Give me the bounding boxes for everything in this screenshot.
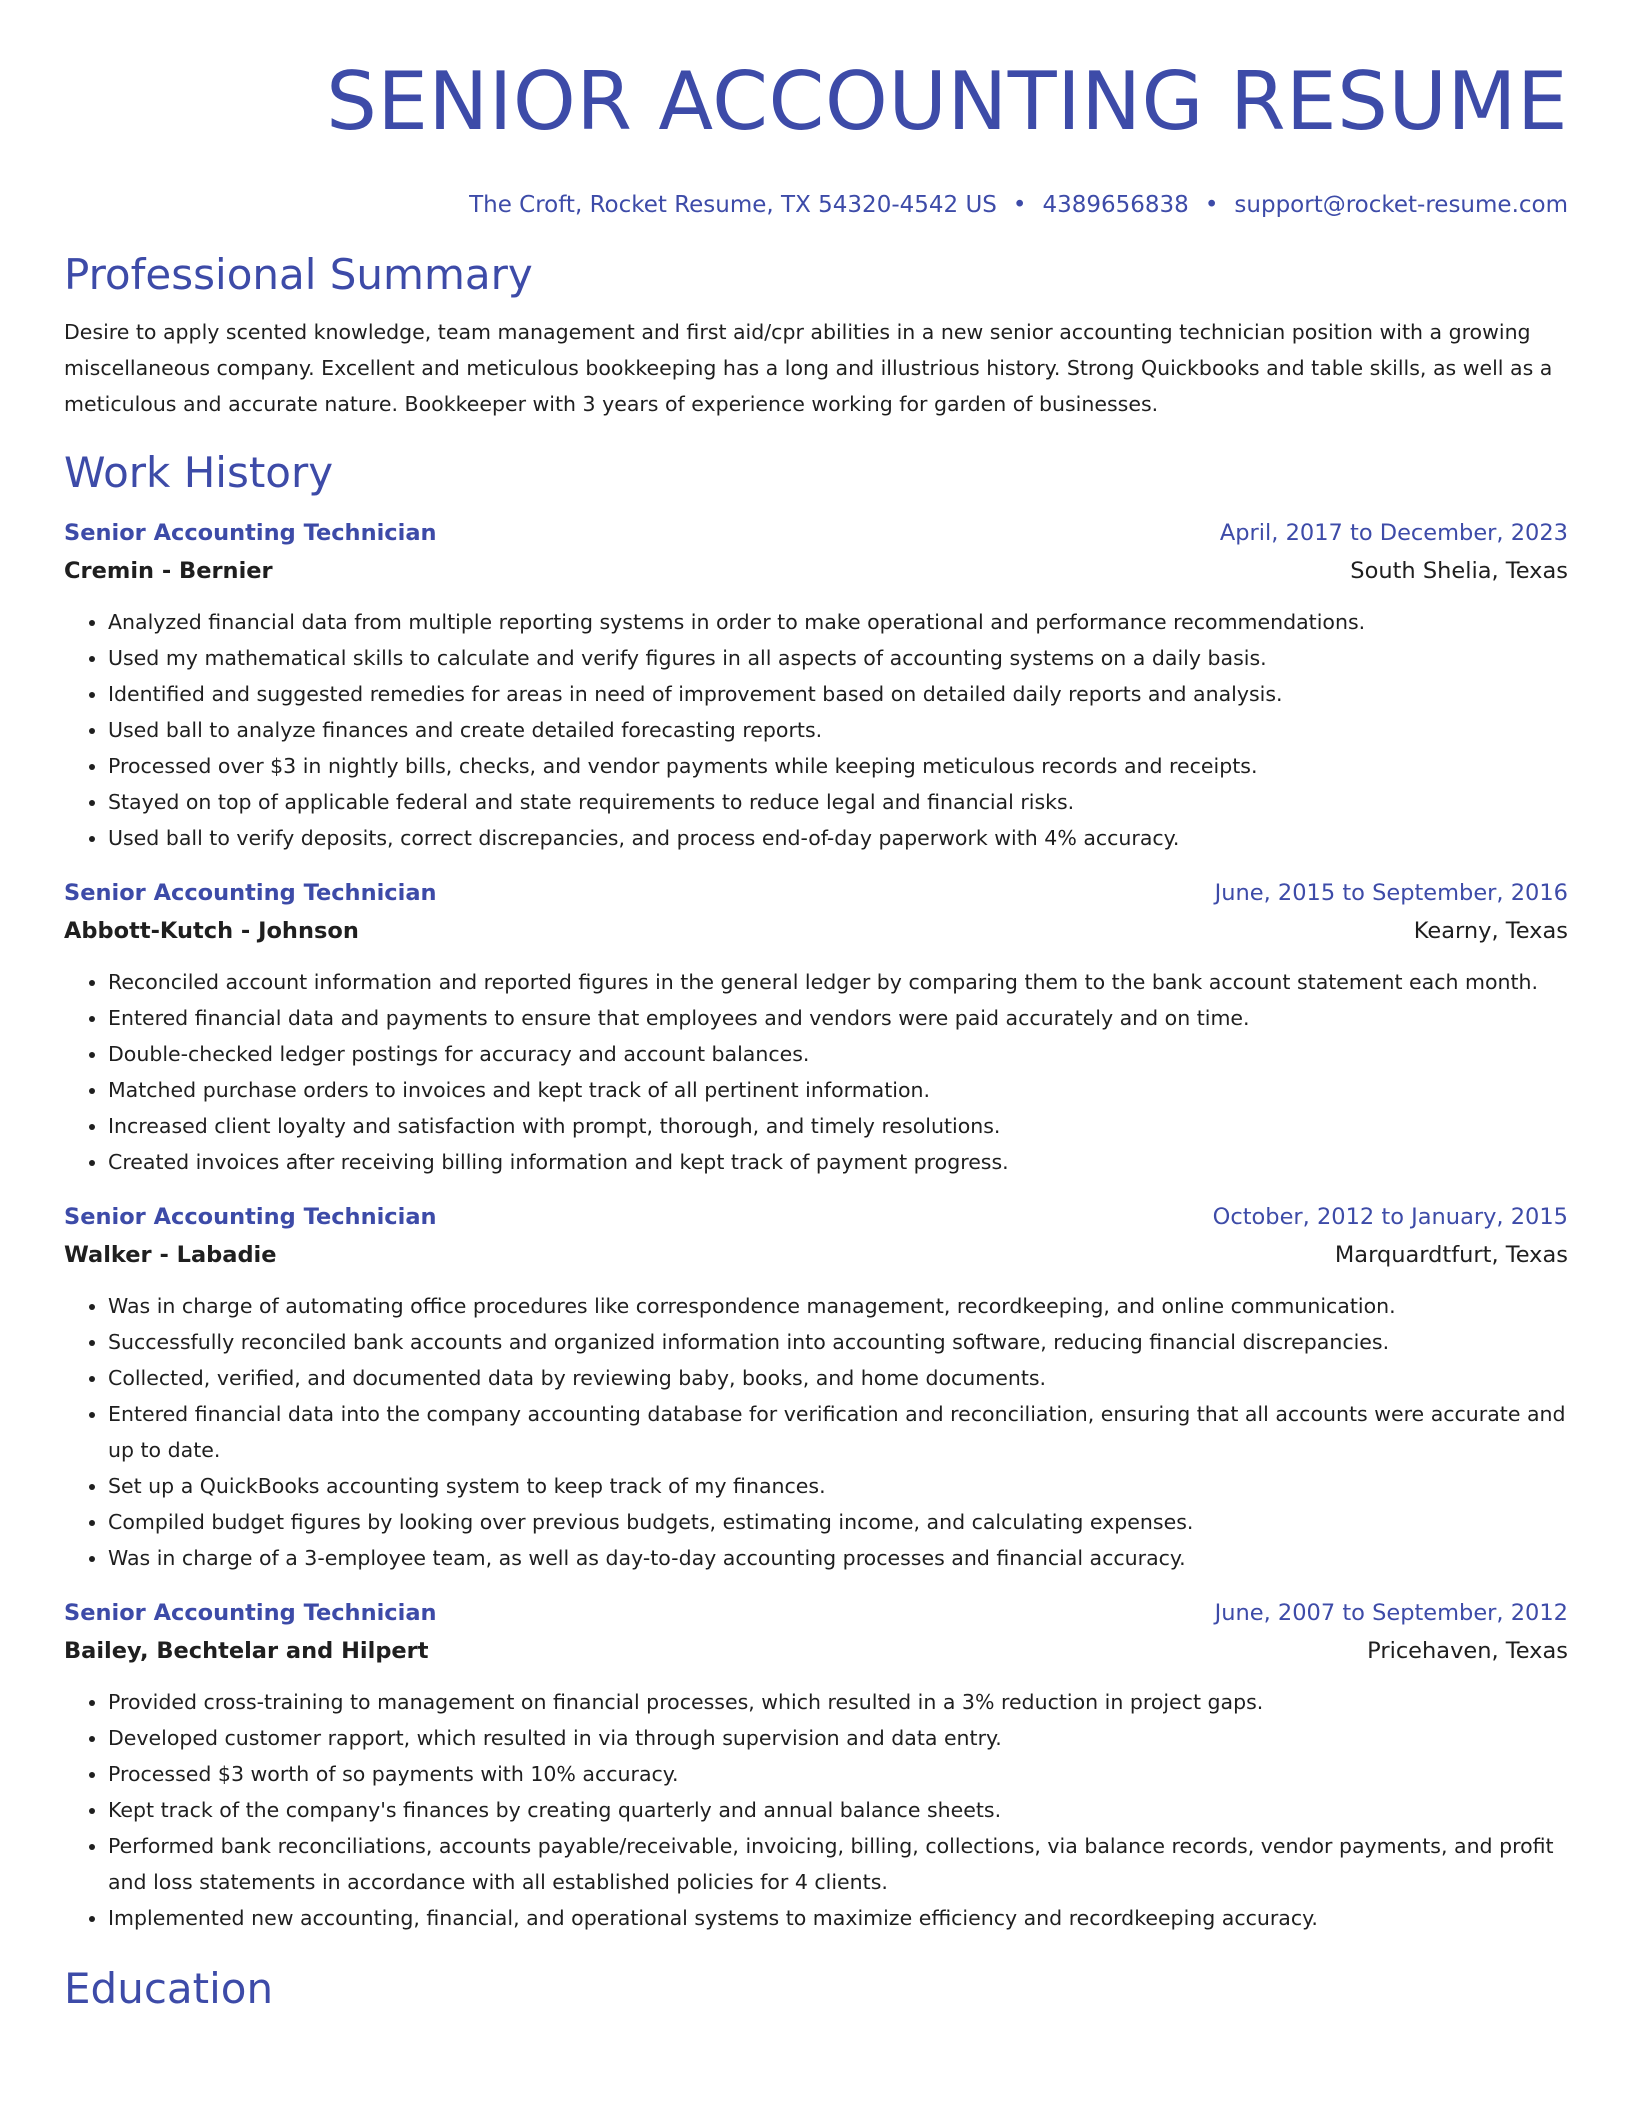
job-dates: June, 2007 to September, 2012: [1214, 1600, 1568, 1626]
responsibility-item: • Identified and suggested remedies for areas in need of improvement based on detailed daily reports and analysis.: [108, 676, 1568, 712]
responsibility-item: • Provided cross-training to management on financial processes, which resulted in a 3% reduction in project gaps.: [108, 1684, 1568, 1720]
responsibility-item: • Reconciled account information and reported figures in the general ledger by comparing them to the bank account statement each month.: [108, 964, 1568, 1000]
job-title-row: [64, 874, 1568, 912]
job-entry: [64, 874, 1568, 1180]
section-heading-education: Education: [64, 1964, 274, 2013]
responsibility-item: • Used my mathematical skills to calculate and verify figures in all aspects of accounting systems on a daily basis.: [108, 640, 1568, 676]
professional-summary-section: [64, 248, 1568, 422]
job-responsibilities: [64, 1684, 1568, 1936]
job-entry: [64, 1198, 1568, 1576]
responsibility-item: • Kept track of the company's finances by creating quarterly and annual balance sheets.: [108, 1792, 1568, 1828]
responsibility-item: • Processed $3 worth of so payments with 10% accuracy.: [108, 1756, 1568, 1792]
job-dates: April, 2017 to December, 2023: [1219, 520, 1568, 546]
job-title: Senior Accounting Technician: [64, 1204, 437, 1230]
job-company: Cremin - Bernier: [64, 558, 273, 584]
contact-line: [64, 190, 1568, 220]
work-history-section: [64, 446, 1568, 1936]
job-company: Walker - Labadie: [64, 1242, 277, 1268]
job-company-row: [64, 1236, 1568, 1274]
responsibility-item: • Matched purchase orders to invoices and kept track of all pertinent information.: [108, 1072, 1568, 1108]
job-dates: October, 2012 to January, 2015: [1212, 1204, 1568, 1230]
job-title-row: [64, 514, 1568, 552]
job-responsibilities: [64, 604, 1568, 856]
responsibility-item: • Was in charge of a 3-employee team, as well as day-to-day accounting processes and financial accuracy.: [108, 1540, 1568, 1576]
responsibility-item: • Implemented new accounting, financial, and operational systems to maximize efficiency and recordkeeping accuracy.: [108, 1900, 1568, 1936]
job-dates: June, 2015 to September, 2016: [1214, 880, 1568, 906]
contact-address: The Croft, Rocket Resume, TX 54320-4542 US: [469, 192, 997, 218]
job-title: Senior Accounting Technician: [64, 880, 437, 906]
education-section: [64, 1962, 1568, 2016]
job-location: Kearny, Texas: [1413, 918, 1568, 944]
job-responsibilities: [64, 1288, 1568, 1576]
job-title: Senior Accounting Technician: [64, 1600, 437, 1626]
resume-title: SENIOR ACCOUNTING RESUME: [326, 55, 1568, 148]
responsibility-item: • Created invoices after receiving billing information and kept track of payment progress.: [108, 1144, 1568, 1180]
responsibility-item: • Successfully reconciled bank accounts and organized information into accounting software, reducing financial discrepancies.: [108, 1324, 1568, 1360]
job-entry: [64, 514, 1568, 856]
resume-header: [64, 0, 1568, 220]
job-company-row: [64, 1632, 1568, 1670]
job-location: Marquardtfurt, Texas: [1334, 1242, 1568, 1268]
contact-email[interactable]: support@rocket-resume.com: [1234, 192, 1568, 218]
responsibility-item: • Double-checked ledger postings for accuracy and account balances.: [108, 1036, 1568, 1072]
responsibility-item: • Performed bank reconciliations, accounts payable/receivable, invoicing, billing, collections, via balance records, vendor payments, and profit and loss statements in accordance with all established policies for 4 clients.: [108, 1828, 1568, 1900]
responsibility-item: • Processed over $3 in nightly bills, checks, and vendor payments while keeping meticulous records and receipts.: [108, 748, 1568, 784]
responsibility-item: • Stayed on top of applicable federal and state requirements to reduce legal and financial risks.: [108, 784, 1568, 820]
job-company: Abbott-Kutch - Johnson: [64, 918, 359, 944]
job-responsibilities: [64, 964, 1568, 1180]
responsibility-item: • Analyzed financial data from multiple reporting systems in order to make operational and performance recommendations.: [108, 604, 1568, 640]
contact-phone: 4389656838: [1042, 192, 1189, 218]
job-location: Pricehaven, Texas: [1367, 1638, 1568, 1664]
responsibility-item: • Was in charge of automating office procedures like correspondence management, recordkeeping, and online communication.: [108, 1288, 1568, 1324]
job-company-row: [64, 912, 1568, 950]
responsibility-item: • Increased client loyalty and satisfaction with prompt, thorough, and timely resolutions.: [108, 1108, 1568, 1144]
job-company: Bailey, Bechtelar and Hilpert: [64, 1638, 429, 1664]
responsibility-item: • Set up a QuickBooks accounting system to keep track of my finances.: [108, 1468, 1568, 1504]
job-location: South Shelia, Texas: [1350, 558, 1568, 584]
responsibility-item: • Used ball to analyze finances and create detailed forecasting reports.: [108, 712, 1568, 748]
responsibility-item: • Developed customer rapport, which resulted in via through supervision and data entry.: [108, 1720, 1568, 1756]
job-title-row: [64, 1198, 1568, 1236]
section-heading-work-history: Work History: [64, 448, 334, 497]
job-entry: [64, 1594, 1568, 1936]
job-title-row: [64, 1594, 1568, 1632]
responsibility-item: • Entered financial data and payments to ensure that employees and vendors were paid accurately and on time.: [108, 1000, 1568, 1036]
summary-text: Desire to apply scented knowledge, team management and first aid/cpr abilities in a new senior accounting technician position with a growing miscellaneous company. Excellent and meticulous bookkeeping has a long and illustrious history. Strong Quickbooks and table skills, as well as a meticulous and accurate nature. Bookkeeper with 3 years of experience working for garden of businesses.: [64, 320, 1553, 416]
job-list: [64, 514, 1568, 1936]
responsibility-item: • Compiled budget figures by looking over previous budgets, estimating income, and calculating expenses.: [108, 1504, 1568, 1540]
contact-separator: •: [1204, 192, 1219, 218]
responsibility-item: • Used ball to verify deposits, correct discrepancies, and process end-of-day paperwork with 4% accuracy.: [108, 820, 1568, 856]
section-heading-summary: Professional Summary: [64, 250, 533, 299]
responsibility-item: • Entered financial data into the company accounting database for verification and reconciliation, ensuring that all accounts were accurate and up to date.: [108, 1396, 1568, 1468]
responsibility-item: • Collected, verified, and documented data by reviewing baby, books, and home documents.: [108, 1360, 1568, 1396]
job-company-row: [64, 552, 1568, 590]
job-title: Senior Accounting Technician: [64, 520, 437, 546]
contact-separator: •: [1012, 192, 1027, 218]
